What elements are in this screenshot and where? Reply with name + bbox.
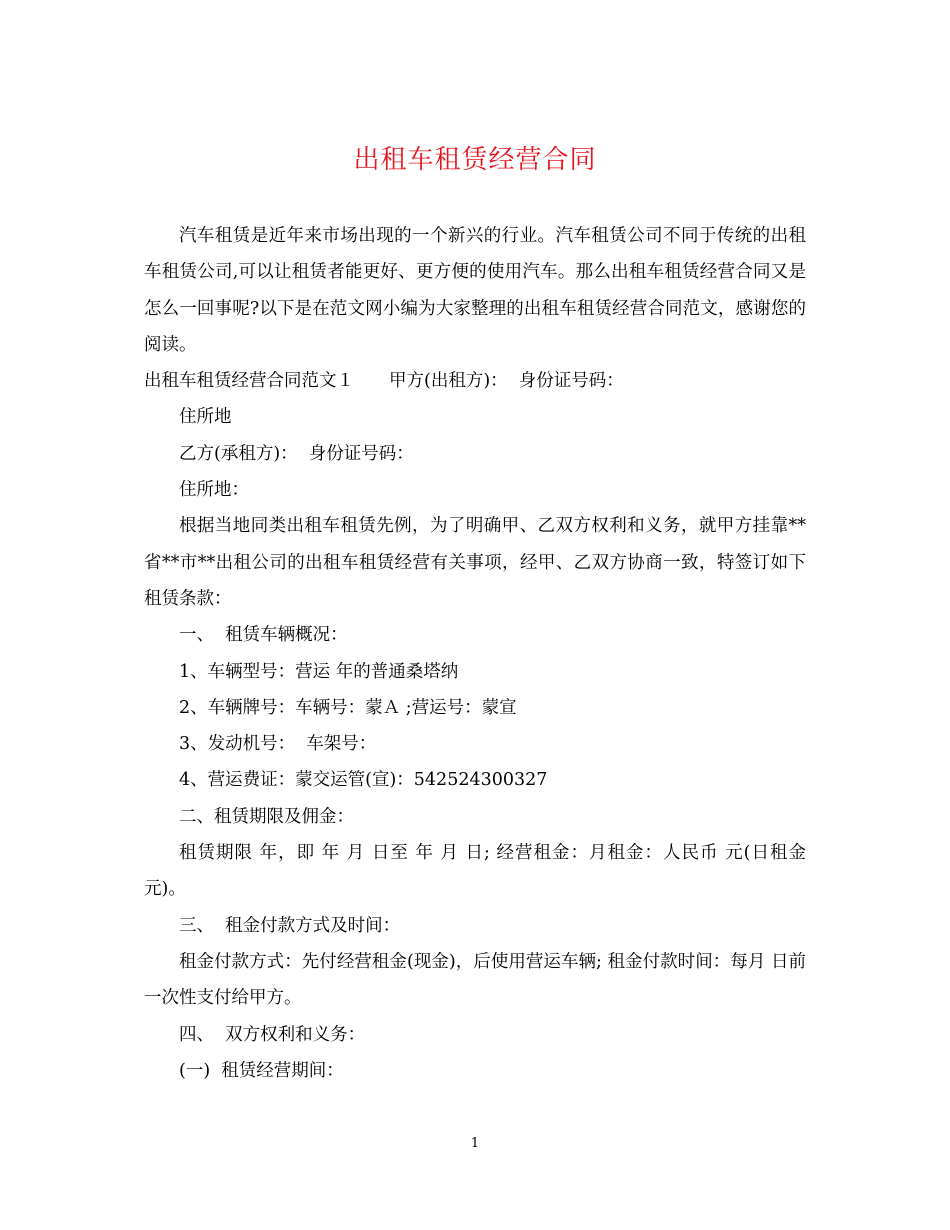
party-b-address: 住所地： <box>179 480 249 501</box>
operation-fee-item: 4、营运费证：蒙交运管(宣)：542524300327 <box>179 770 548 791</box>
party-b-line: 乙方(承租方)： 身份证号码： <box>179 443 414 464</box>
lease-term-paragraph: 租赁期限 年，即 年 月 日至 年 月 日; 经营租金：月租金：人民币 元(日租金元)。 <box>144 843 806 900</box>
section-4-heading: 四、 双方权利和义务： <box>179 1024 366 1045</box>
section-3-heading: 三、 租金付款方式及时间： <box>179 915 401 936</box>
payment-paragraph: 租金付款方式：先付经营租金(现金)，后使用营运车辆; 租金付款时间：每月 日前一次性支付给甲方。 <box>144 951 806 1009</box>
section-2-heading: 二、租赁期限及佣金： <box>179 806 354 827</box>
vehicle-model-item: 1、车辆型号：营运 年的普通桑塔纳 <box>179 661 459 682</box>
engine-number-item: 3、发动机号： 车架号： <box>179 734 377 755</box>
contract-heading-line: 出租车租赁经营合同范文１ 甲方(出租方)： 身份证号码： <box>144 371 624 392</box>
vehicle-plate-item: 2、车辆牌号：车辆号：蒙Ａ ;营运号：蒙宣 <box>179 697 517 718</box>
party-a-address: 住所地 <box>179 407 232 428</box>
intro-paragraph: 汽车租赁是近年来市场出现的一个新兴的行业。汽车租赁公司不同于传统的出租车租赁公司,可以让租赁者能更好、更方便的使用汽车。那么出租车租赁经营合同又是怎么一回事呢?以下是在范文网小编为大家整理的出租车租赁经营合同范文，感谢您的阅读。 <box>144 226 806 355</box>
subsection-1-heading: (一) 租赁经营期间： <box>179 1060 344 1081</box>
section-1-heading: 一、 租赁车辆概况： <box>179 625 348 646</box>
document-title: 出租车租赁经营合同 <box>353 145 597 175</box>
page-number: 1 <box>470 1136 480 1151</box>
preamble-paragraph: 根据当地同类出租车租赁先例，为了明确甲、乙双方权利和义务，就甲方挂靠**省**市**出租公司的出租车租赁经营有关事项，经甲、乙双方协商一致，特签订如下租赁条款： <box>144 516 806 609</box>
document-body <box>144 218 806 1089</box>
